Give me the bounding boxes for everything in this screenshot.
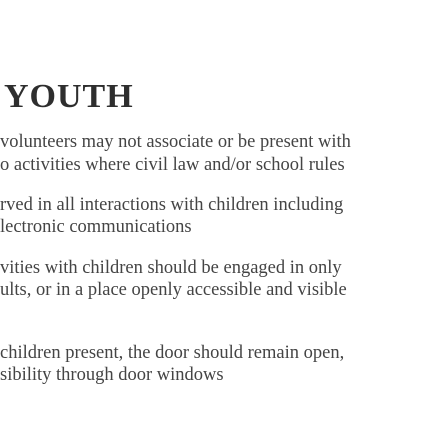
section-heading: YOUTH bbox=[4, 78, 134, 115]
paragraph-line: volunteers may not associate or be present with bbox=[0, 132, 351, 152]
paragraph-line: children present, the door should remain open, bbox=[0, 343, 345, 363]
paragraph-line: o activities where civil law and/or school rules bbox=[0, 155, 345, 175]
paragraph-line: ults, or in a place openly accessible and visible bbox=[0, 280, 347, 300]
paragraph-line: rved in all interactions with children including bbox=[0, 195, 344, 215]
paragraph-line: sibility through door windows bbox=[0, 365, 224, 385]
paragraph-line: vities with children should be engaged in only bbox=[0, 258, 342, 278]
paragraph-line: lectronic communications bbox=[0, 217, 192, 237]
